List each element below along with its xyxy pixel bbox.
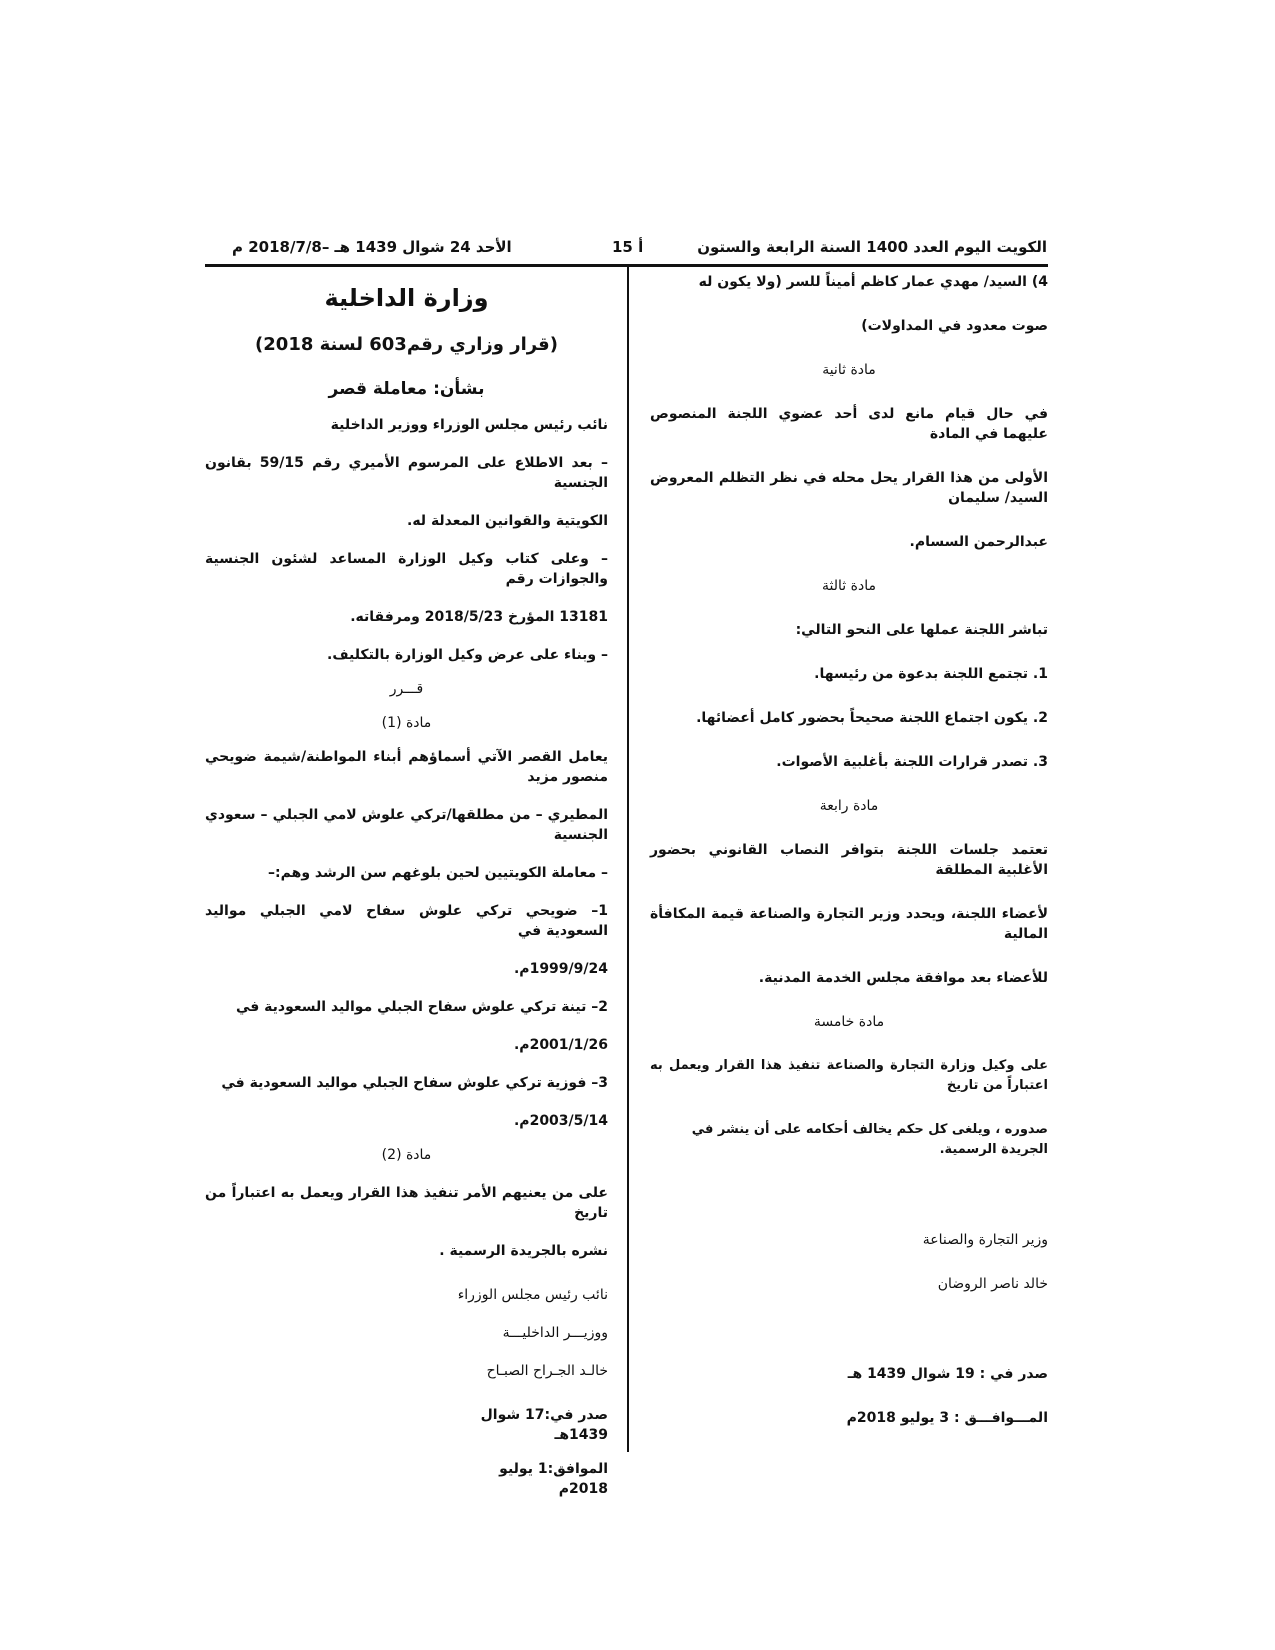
decree-number: (قرار وزاري رقم603 لسنة 2018) [255, 334, 558, 355]
ministry-title: وزارة الداخلية [324, 284, 489, 312]
article-heading: مادة ثالثة [822, 578, 876, 594]
article-line: على وكيل وزارة التجارة والصناعة تنفيذ هذا القرار ويعمل به اعتباراً من تاريخ [650, 1058, 1048, 1093]
article-heading: مادة ثانية [822, 362, 876, 378]
article-line: يعامل القصر الآتي أسماؤهم أبناء المواطنة/شيمة ضويحي منصور مزيد [205, 749, 608, 785]
article-line: لأعضاء اللجنة، ويحدد وزير التجارة والصناعة قيمة المكافأة المالية [650, 906, 1048, 942]
list-item: 2. يكون اجتماع اللجنة صحيحاً بحضور كامل أعضائها. [696, 710, 1048, 726]
list-item: 3. تصدر قرارات اللجنة بأغلبية الأصوات. [776, 754, 1048, 770]
signature-name: خالـد الجـراح الصبـاح [486, 1363, 608, 1379]
list-item: 1999/9/24م. [513, 961, 608, 977]
preamble-line: – وبناء على عرض وكيل الوزارة بالتكليف. [327, 647, 608, 663]
article-heading: مادة (1) [381, 715, 432, 731]
article-line: على من يعنيهم الأمر تنفيذ هذا القرار ويعمل به اعتباراً من تاريخ [205, 1185, 608, 1221]
right-column [650, 272, 1048, 1428]
member-line: 4) السيد/ مهدي عمار كاظم أميناً للسر (ولا يكون له [698, 274, 1048, 290]
signature-name: خالد ناصر الروضان [937, 1276, 1048, 1292]
article-line: للأعضاء بعد موافقة مجلس الخدمة المدنية. [758, 970, 1048, 986]
article-line: – معاملة الكويتيين لحين بلوغهم سن الرشد وهم:– [268, 865, 608, 881]
article-line: تباشر اللجنة عملها على النحو التالي: [795, 622, 1048, 638]
article-line: في حال قيام مانع لدى أحد عضوي اللجنة المنصوص عليهما في المادة [650, 406, 1048, 442]
preamble-line: الكويتية والقوانين المعدلة له. [407, 513, 608, 529]
issuer-line: نائب رئيس مجلس الوزراء ووزير الداخلية [330, 417, 608, 433]
article-line: نشره بالجريدة الرسمية . [439, 1243, 608, 1259]
signature-title: ووزيـــر الداخليـــة [502, 1325, 608, 1341]
preamble-line: 13181 المؤرخ 2018/5/23 ومرفقاته. [350, 609, 608, 625]
issue-date-gregorian: المـــوافـــق : 3 يوليو 2018م [846, 1410, 1048, 1426]
article-line: تعتمد جلسات اللجنة بتوافر النصاب القانوني بحضور الأغلبية المطلقة [650, 842, 1048, 878]
issue-date-hijri: صدر في : 19 شوال 1439 هـ [847, 1366, 1048, 1382]
decree-subject: بشأن: معاملة قصر [328, 379, 485, 399]
issue-date-hijri: صدر في:17 شوال 1439هـ [480, 1407, 608, 1443]
signature-title: نائب رئيس مجلس الوزراء [457, 1287, 608, 1303]
list-item: 3– فوزية تركي علوش سفاح الجبلي مواليد السعودية في [221, 1075, 608, 1091]
preamble-line: – بعد الاطلاع على المرسوم الأميري رقم 59/15 بقانون الجنسية [205, 455, 608, 491]
article-heading: مادة خامسة [813, 1014, 885, 1030]
gazette-issue-info: الكويت اليوم العدد 1400 السنة الرابعة والستون [697, 238, 1047, 256]
decided-heading: قـــرر [389, 681, 424, 697]
signature-title: وزير التجارة والصناعة [922, 1232, 1048, 1248]
list-item: 2– تينة تركي علوش سفاح الجبلي مواليد السعودية في [235, 999, 608, 1015]
article-heading: مادة رابعة [819, 798, 879, 814]
article-line: عبدالرحمن السسام. [909, 534, 1048, 550]
member-line: صوت معدود في المداولات) [861, 318, 1048, 334]
list-item: 2001/1/26م. [513, 1037, 608, 1053]
preamble-line: – وعلى كتاب وكيل الوزارة المساعد لشئون الجنسية والجوازات رقم [205, 551, 608, 587]
article-line: المطيري – من مطلقها/تركي علوش لامي الجبلي – سعودي الجنسية [205, 807, 608, 843]
left-column [205, 270, 608, 1513]
list-item: 1. تجتمع اللجنة بدعوة من رئيسها. [814, 666, 1048, 682]
column-divider [627, 264, 629, 1452]
list-item: 1– ضويحي تركي علوش سفاح لامي الجبلي مواليد السعودية في [205, 903, 608, 939]
list-item: 2003/5/14م. [513, 1113, 608, 1129]
article-heading: مادة (2) [381, 1147, 432, 1163]
issue-date-gregorian: الموافق:1 يوليو 2018م [499, 1461, 608, 1497]
issue-date: الأحد 24 شوال 1439 هـ –2018/7/8 م [232, 238, 512, 256]
article-line: الأولى من هذا القرار يحل محله في نظر التظلم المعروض السيد/ سليمان [650, 470, 1048, 506]
article-line: صدوره ، ويلغى كل حكم يخالف أحكامه على أن ينشر في الجريدة الرسمية. [691, 1122, 1048, 1157]
page-number: أ 15 [612, 238, 644, 256]
